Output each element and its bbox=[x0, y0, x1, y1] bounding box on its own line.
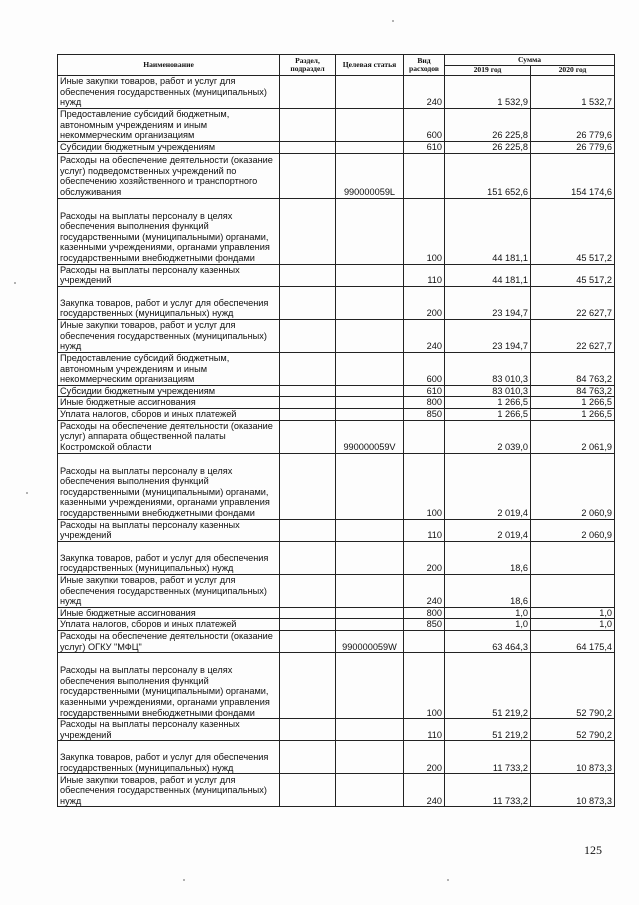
row-expense-kind: 110 bbox=[404, 264, 445, 286]
row-expense-kind: 800 bbox=[404, 607, 445, 619]
row-section bbox=[280, 519, 336, 541]
row-amount-2019: 23 194,7 bbox=[445, 319, 531, 352]
row-amount-2020: 2 060,9 bbox=[531, 519, 615, 541]
table-row bbox=[58, 397, 615, 409]
row-amount-2019: 51 219,2 bbox=[445, 719, 531, 741]
row-amount-2020: 1 532,7 bbox=[531, 76, 615, 109]
row-amount-2019: 11 733,2 bbox=[445, 774, 531, 807]
table-row bbox=[58, 519, 615, 541]
row-section bbox=[280, 607, 336, 619]
table-row bbox=[58, 109, 615, 142]
row-target-code bbox=[336, 109, 404, 142]
row-amount-2019: 23 194,7 bbox=[445, 286, 531, 319]
row-amount-2020: 84 763,2 bbox=[531, 385, 615, 397]
row-amount-2019: 83 010,3 bbox=[445, 352, 531, 385]
table-row bbox=[58, 630, 615, 652]
row-amount-2020: 1,0 bbox=[531, 619, 615, 631]
row-amount-2019: 2 039,0 bbox=[445, 420, 531, 453]
row-section bbox=[280, 286, 336, 319]
table-row bbox=[58, 719, 615, 741]
row-target-code bbox=[336, 719, 404, 741]
row-amount-2020: 2 061,9 bbox=[531, 420, 615, 453]
row-expense-kind: 850 bbox=[404, 619, 445, 631]
row-target-code bbox=[336, 397, 404, 409]
table-row bbox=[58, 153, 615, 198]
row-amount-2019: 2 019,4 bbox=[445, 519, 531, 541]
row-section bbox=[280, 76, 336, 109]
row-section bbox=[280, 385, 336, 397]
row-section bbox=[280, 453, 336, 519]
row-target-code bbox=[336, 519, 404, 541]
row-section bbox=[280, 408, 336, 420]
row-amount-2020: 1,0 bbox=[531, 607, 615, 619]
scan-speck bbox=[447, 879, 449, 881]
table-row bbox=[58, 619, 615, 631]
row-expense-kind: 110 bbox=[404, 519, 445, 541]
row-amount-2019: 1 266,5 bbox=[445, 397, 531, 409]
row-target-code bbox=[336, 352, 404, 385]
scan-speck bbox=[392, 20, 394, 22]
row-expense-kind bbox=[404, 420, 445, 453]
row-name: Иные закупки товаров, работ и услуг для обеспечения государственных (муниципальных) нужд bbox=[58, 774, 280, 807]
row-amount-2020: 10 873,3 bbox=[531, 741, 615, 774]
row-expense-kind: 610 bbox=[404, 385, 445, 397]
scan-speck bbox=[183, 879, 185, 881]
row-amount-2019: 44 181,1 bbox=[445, 264, 531, 286]
table-row bbox=[58, 741, 615, 774]
row-expense-kind: 600 bbox=[404, 352, 445, 385]
row-amount-2019: 151 652,6 bbox=[445, 153, 531, 198]
page-number: 125 bbox=[584, 843, 602, 857]
row-expense-kind bbox=[404, 153, 445, 198]
row-amount-2019: 1 532,9 bbox=[445, 76, 531, 109]
row-amount-2019: 18,6 bbox=[445, 541, 531, 574]
row-name: Иные закупки товаров, работ и услуг для обеспечения государственных (муниципальных) нужд bbox=[58, 319, 280, 352]
row-name: Расходы на выплаты персоналу казенных учреждений bbox=[58, 264, 280, 286]
row-section bbox=[280, 541, 336, 574]
table-row bbox=[58, 385, 615, 397]
row-name: Иные бюджетные ассигнования bbox=[58, 607, 280, 619]
row-section bbox=[280, 397, 336, 409]
row-name: Расходы на выплаты персоналу в целях обеспечения выполнения функций государственными (муниципальными) органами, казенными учреждениями, органами управления государственными внебюджетными фондами bbox=[58, 198, 280, 264]
table-row bbox=[58, 574, 615, 607]
row-section bbox=[280, 319, 336, 352]
row-expense-kind: 800 bbox=[404, 397, 445, 409]
row-name: Расходы на выплаты персоналу казенных учреждений bbox=[58, 519, 280, 541]
row-expense-kind bbox=[404, 630, 445, 652]
row-amount-2020: 2 060,9 bbox=[531, 453, 615, 519]
row-expense-kind: 110 bbox=[404, 719, 445, 741]
row-section bbox=[280, 574, 336, 607]
row-target-code bbox=[336, 653, 404, 719]
table-row bbox=[58, 653, 615, 719]
row-amount-2020: 1 266,5 bbox=[531, 408, 615, 420]
row-amount-2020: 45 517,2 bbox=[531, 264, 615, 286]
row-amount-2019: 26 225,8 bbox=[445, 109, 531, 142]
row-target-code bbox=[336, 741, 404, 774]
row-name: Уплата налогов, сборов и иных платежей bbox=[58, 619, 280, 631]
row-name: Субсидии бюджетным учреждениям bbox=[58, 385, 280, 397]
table-row bbox=[58, 319, 615, 352]
row-section bbox=[280, 630, 336, 652]
table-row bbox=[58, 420, 615, 453]
row-name: Субсидии бюджетным учреждениям bbox=[58, 142, 280, 154]
row-name: Расходы на обеспечение деятельности (оказание услуг) ОГКУ "МФЦ" bbox=[58, 630, 280, 652]
row-expense-kind: 200 bbox=[404, 286, 445, 319]
row-expense-kind: 240 bbox=[404, 319, 445, 352]
row-name: Расходы на выплаты персоналу казенных учреждений bbox=[58, 719, 280, 741]
row-amount-2020: 22 627,7 bbox=[531, 319, 615, 352]
scan-speck bbox=[26, 492, 28, 494]
row-target-code bbox=[336, 319, 404, 352]
row-name: Расходы на обеспечение деятельности (оказание услуг) аппарата общественной палаты Костромской области bbox=[58, 420, 280, 453]
row-target-code: 990000059L bbox=[336, 153, 404, 198]
row-expense-kind: 600 bbox=[404, 109, 445, 142]
table-body bbox=[58, 76, 615, 807]
row-amount-2020: 52 790,2 bbox=[531, 653, 615, 719]
row-name: Иные закупки товаров, работ и услуг для обеспечения государственных (муниципальных) нужд bbox=[58, 574, 280, 607]
header-name: Наименование bbox=[58, 55, 280, 76]
row-amount-2019: 63 464,3 bbox=[445, 630, 531, 652]
header-year-2020: 2020 год bbox=[531, 66, 615, 76]
row-amount-2020: 26 779,6 bbox=[531, 142, 615, 154]
row-amount-2019: 1,0 bbox=[445, 619, 531, 631]
row-amount-2019: 1 266,5 bbox=[445, 408, 531, 420]
table-row bbox=[58, 408, 615, 420]
row-section bbox=[280, 741, 336, 774]
row-target-code: 990000059W bbox=[336, 630, 404, 652]
row-name: Иные бюджетные ассигнования bbox=[58, 397, 280, 409]
row-target-code bbox=[336, 408, 404, 420]
budget-table bbox=[57, 54, 615, 807]
row-expense-kind: 240 bbox=[404, 774, 445, 807]
row-section bbox=[280, 198, 336, 264]
row-expense-kind: 240 bbox=[404, 574, 445, 607]
row-amount-2020: 84 763,2 bbox=[531, 352, 615, 385]
row-name: Закупка товаров, работ и услуг для обеспечения государственных (муниципальных) нужд bbox=[58, 541, 280, 574]
row-amount-2019: 26 225,8 bbox=[445, 142, 531, 154]
header-year-2019: 2019 год bbox=[445, 66, 531, 76]
row-section bbox=[280, 774, 336, 807]
row-name: Предоставление субсидий бюджетным, автономным учреждениям и иным некоммерческим организациям bbox=[58, 109, 280, 142]
row-section bbox=[280, 142, 336, 154]
row-target-code: 990000059V bbox=[336, 420, 404, 453]
row-name: Уплата налогов, сборов и иных платежей bbox=[58, 408, 280, 420]
row-amount-2020: 10 873,3 bbox=[531, 774, 615, 807]
header-kind: Вид расходов bbox=[404, 55, 445, 76]
row-name: Расходы на выплаты персоналу в целях обеспечения выполнения функций государственными (муниципальными) органами, казенными учреждениями, органами управления государственными внебюджетными фондами bbox=[58, 653, 280, 719]
row-expense-kind: 100 bbox=[404, 453, 445, 519]
row-amount-2019: 18,6 bbox=[445, 574, 531, 607]
row-expense-kind: 200 bbox=[404, 541, 445, 574]
row-target-code bbox=[336, 385, 404, 397]
row-target-code bbox=[336, 198, 404, 264]
row-amount-2020: 45 517,2 bbox=[531, 198, 615, 264]
row-amount-2020 bbox=[531, 541, 615, 574]
row-target-code bbox=[336, 286, 404, 319]
table-row bbox=[58, 286, 615, 319]
table-row bbox=[58, 607, 615, 619]
row-name: Закупка товаров, работ и услуг для обеспечения государственных (муниципальных) нужд bbox=[58, 741, 280, 774]
row-expense-kind: 200 bbox=[404, 741, 445, 774]
row-expense-kind: 610 bbox=[404, 142, 445, 154]
table-row bbox=[58, 142, 615, 154]
row-expense-kind: 850 bbox=[404, 408, 445, 420]
row-section bbox=[280, 153, 336, 198]
row-section bbox=[280, 264, 336, 286]
table-row bbox=[58, 264, 615, 286]
row-target-code bbox=[336, 619, 404, 631]
table-row bbox=[58, 453, 615, 519]
row-amount-2019: 83 010,3 bbox=[445, 385, 531, 397]
row-amount-2020: 64 175,4 bbox=[531, 630, 615, 652]
row-amount-2019: 2 019,4 bbox=[445, 453, 531, 519]
header-section: Раздел, подраздел bbox=[280, 55, 336, 76]
row-amount-2020: 22 627,7 bbox=[531, 286, 615, 319]
row-amount-2020: 154 174,6 bbox=[531, 153, 615, 198]
row-amount-2019: 44 181,1 bbox=[445, 198, 531, 264]
row-expense-kind: 240 bbox=[404, 76, 445, 109]
row-section bbox=[280, 420, 336, 453]
row-amount-2020 bbox=[531, 574, 615, 607]
row-section bbox=[280, 619, 336, 631]
row-section bbox=[280, 719, 336, 741]
scan-speck bbox=[14, 282, 16, 284]
row-amount-2020: 52 790,2 bbox=[531, 719, 615, 741]
row-name: Предоставление субсидий бюджетным, автономным учреждениям и иным некоммерческим организациям bbox=[58, 352, 280, 385]
header-sum: Сумма bbox=[445, 55, 615, 66]
row-amount-2019: 11 733,2 bbox=[445, 741, 531, 774]
row-target-code bbox=[336, 541, 404, 574]
row-expense-kind: 100 bbox=[404, 198, 445, 264]
row-target-code bbox=[336, 76, 404, 109]
row-expense-kind: 100 bbox=[404, 653, 445, 719]
row-name: Иные закупки товаров, работ и услуг для обеспечения государственных (муниципальных) нужд bbox=[58, 76, 280, 109]
table-row bbox=[58, 541, 615, 574]
row-section bbox=[280, 352, 336, 385]
header-target: Целевая статья bbox=[336, 55, 404, 76]
row-amount-2019: 51 219,2 bbox=[445, 653, 531, 719]
row-target-code bbox=[336, 574, 404, 607]
table-header bbox=[58, 55, 615, 76]
row-section bbox=[280, 109, 336, 142]
row-name: Закупка товаров, работ и услуг для обеспечения государственных (муниципальных) нужд bbox=[58, 286, 280, 319]
row-name: Расходы на обеспечение деятельности (оказание услуг) подведомственных учреждений по обеспечению хозяйственного и транспортного обслуживания bbox=[58, 153, 280, 198]
row-target-code bbox=[336, 142, 404, 154]
row-amount-2019: 1,0 bbox=[445, 607, 531, 619]
row-amount-2020: 26 779,6 bbox=[531, 109, 615, 142]
row-target-code bbox=[336, 453, 404, 519]
table-row bbox=[58, 198, 615, 264]
row-target-code bbox=[336, 264, 404, 286]
row-section bbox=[280, 653, 336, 719]
table-row bbox=[58, 774, 615, 807]
row-name: Расходы на выплаты персоналу в целях обеспечения выполнения функций государственными (муниципальными) органами, казенными учреждениями, органами управления государственными внебюджетными фондами bbox=[58, 453, 280, 519]
row-target-code bbox=[336, 607, 404, 619]
row-amount-2020: 1 266,5 bbox=[531, 397, 615, 409]
row-target-code bbox=[336, 774, 404, 807]
table-row bbox=[58, 76, 615, 109]
table-row bbox=[58, 352, 615, 385]
